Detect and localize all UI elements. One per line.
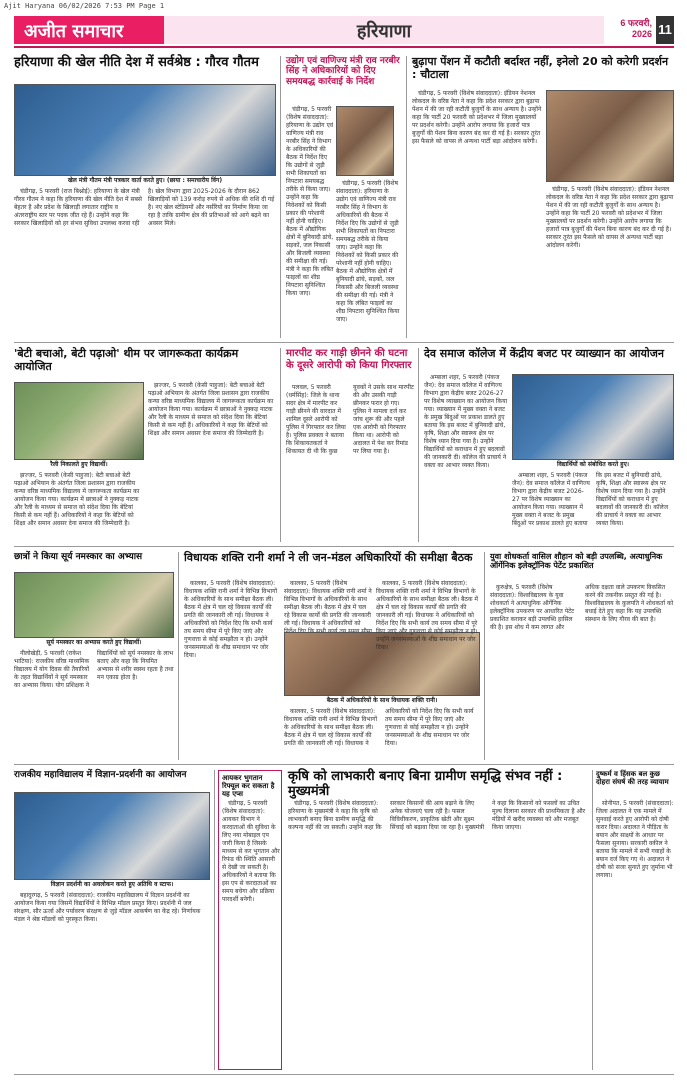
headline-science-exhibition: राजकीय महाविद्यालय में विज्ञान-प्रदर्शनी का आयोजन bbox=[14, 770, 187, 780]
page-number: 11 bbox=[656, 16, 674, 44]
section-label: अजीत समाचार bbox=[14, 16, 164, 44]
page-title: हरियाणा bbox=[164, 16, 604, 44]
article-arrest: पलवल, 5 फरवरी (धर्मसिंह): जिले के थाना सदर क्षेत्र में मारपीट कर गाड़ी छीनने की वारदात में शामिल दूसरे आरोपी को पुलिस ने गिरफ्तार कर लिया है। पुलिस प्रवक्ता ने बताया कि शिकायतकर्ता ने शिकायत दी थी कि कुछ युवकों ने उसके साथ मारपीट की और उसकी गाड़ी छीनकर फरार हो गए। पुलिस ने मामला दर्ज कर जांच शुरू की और पहले एक आरोपी को गिरफ्तार किया था। आरोपी को अदालत में पेश कर रिमांड पर लिया गया है। bbox=[286, 384, 414, 455]
column-rule bbox=[280, 348, 281, 542]
column-rule bbox=[406, 56, 407, 338]
headline-tax-app: आयकर भुगतान रिफ्यूल कर सकता है यह एप्स bbox=[222, 774, 275, 799]
caption-lecture: विद्यार्थियों को संबोधित करते हुए। bbox=[512, 460, 674, 469]
article-pension-a: चंडीगढ़, 5 फरवरी (विशेष संवाददाता): इंडियन नेशनल लोकदल के वरिष्ठ नेता ने कहा कि प्रदेश सरकार द्वारा बुढ़ापा पेंशन में की जा रही कटौती बुजुर्गों के साथ अन्याय है। उन्होंने कहा कि पार्टी 20 फरवरी को प्रदेशभर में जिला मुख्यालयों पर प्रदर्शन करेगी। उन्होंने आरोप लगाया कि हजारों पात्र बुजुर्गों की पेंशन बिना कारण बंद कर दी गई है। सरकार तुरंत इस फैसले को वापस ले अन्यथा पार्टी बड़ा आंदोलन करेगी। bbox=[412, 90, 542, 145]
page-footer-rule bbox=[14, 1074, 674, 1075]
masthead bbox=[14, 14, 674, 48]
photo-exhibition bbox=[14, 792, 210, 880]
headline-mla-meeting: विधायक शक्ति रानी शर्मा ने ली जन-मंडल अधिकारियों की समीक्षा बैठक bbox=[184, 551, 473, 564]
article-budget-b: अम्बाला शहर, 5 फरवरी (पंकज जैन): देव समाज कॉलेज में वाणिज्य विभाग द्वारा केंद्रीय बजट 2026-27 पर विशेष व्याख्यान का आयोजन किया गया। व्याख्यान में मुख्य वक्ता ने बजट के प्रमुख बिंदुओं पर प्रकाश डालते हुए बताया कि इस बजट में बुनियादी ढांचे, कृषि, शिक्षा और स्वास्थ्य क्षेत्र पर विशेष ध्यान दिया गया है। उन्होंने विद्यार्थियों को कराधान में हुए बदलावों की जानकारी दी। कॉलेज की प्राचार्य ने वक्ता का आभार व्यक्त किया। bbox=[512, 472, 669, 527]
column-rule bbox=[592, 770, 593, 1070]
article-budget-a: अम्बाला शहर, 5 फरवरी (पंकज जैन): देव समाज कॉलेज में वाणिज्य विभाग द्वारा केंद्रीय बजट 2026-27 पर विशेष व्याख्यान का आयोजन किया गया। व्याख्यान में मुख्य वक्ता ने बजट के प्रमुख बिंदुओं पर प्रकाश डालते हुए बताया कि इस बजट में बुनियादी ढांचे, कृषि, शिक्षा और स्वास्थ्य क्षेत्र पर विशेष ध्यान दिया गया है। उन्होंने विद्यार्थियों को कराधान में हुए बदलावों की जानकारी दी। कॉलेज की प्राचार्य ने वक्ता का आभार व्यक्त किया। bbox=[424, 374, 508, 469]
column-rule bbox=[418, 348, 419, 542]
headline-arrest: मारपीट कर गाड़ी छीनने की घटना के दूसरे आरोपी को किया गिरफ्तार bbox=[286, 348, 412, 371]
column-rule bbox=[484, 552, 485, 760]
column-rule bbox=[178, 552, 179, 760]
article-court-case: सोनीपत, 5 फरवरी (संवाददाता): जिला अदालत ने एक मामले में सुनवाई करते हुए आरोपी को दोषी करार दिया। अदालत ने पीड़िता के बयान और साक्ष्यों के आधार पर फैसला सुनाया। सरकारी वकील ने बताया कि मामले में सभी गवाहों के बयान दर्ज किए गए थे। अदालत ने दोषी को सजा सुनाते हुए जुर्माना भी लगाया। bbox=[596, 800, 674, 879]
article-mla-c: कालका, 5 फरवरी (विशेष संवाददाता): विधायक शक्ति रानी शर्मा ने विभिन्न विभागों के अधिकारियों के साथ समीक्षा बैठक ली। बैठक में क्षेत्र में चल रहे विकास कार्यों की प्रगति की जानकारी ली गई। विधायक ने अधिकारियों को निर्देश दिए कि सभी कार्य तय समय सीमा में पूरे किए जाएं और गुणवत्ता से कोई समझौता न हो। उन्होंने जनसमस्याओं के शीघ्र समाधान पर जोर दिया। bbox=[284, 708, 474, 747]
article-exhibition: बहादुरगढ़, 5 फरवरी (संवाददाता): राजकीय महाविद्यालय में विज्ञान प्रदर्शनी का आयोजन किया गया जिसमें विद्यार्थियों ने विभिन्न मॉडल प्रस्तुत किए। प्रदर्शनी में जल संरक्षण, सौर ऊर्जा और पर्यावरण संरक्षण से जुड़े मॉडल आकर्षण का केंद्र रहे। निर्णायक मंडल ने श्रेष्ठ मॉडलों को पुरस्कृत किया। bbox=[14, 892, 201, 923]
photo-press-conference bbox=[14, 84, 276, 176]
headline-agriculture-cm: कृषि को लाभकारी बनाए बिना ग्रामीण समृद्धि संभव नहीं : मुख्यमंत्री bbox=[288, 769, 563, 799]
photo-leader bbox=[546, 90, 674, 182]
article-beti-b: झज्जर, 5 फरवरी (केसी पाहुजा): बेटी बचाओ बेटी पढ़ाओ अभियान के अंतर्गत जिला प्रशासन द्वारा राजकीय कन्या वरिष्ठ माध्यमिक विद्यालय में जागरूकता कार्यक्रम का आयोजन किया गया। कार्यक्रम में छात्राओं ने नुक्कड़ नाटक और रैली के माध्यम से समाज को संदेश दिया कि बेटियां किसी से कम नहीं हैं। अधिकारियों ने कहा कि बेटियों को शिक्षा और समान अवसर देना समाज की जिम्मेदारी है। bbox=[148, 382, 274, 437]
photo-minister bbox=[336, 106, 394, 176]
caption-exhibition: विज्ञान प्रदर्शनी का अवलोकन करते हुए अतिथि व स्टाफ। bbox=[14, 880, 210, 889]
article-pension-b: चंडीगढ़, 5 फरवरी (विशेष संवाददाता): इंडियन नेशनल लोकदल के वरिष्ठ नेता ने कहा कि प्रदेश सरकार द्वारा बुढ़ापा पेंशन में की जा रही कटौती बुजुर्गों के साथ अन्याय है। उन्होंने कहा कि पार्टी 20 फरवरी को प्रदेशभर में जिला मुख्यालयों पर प्रदर्शन करेगी। उन्होंने आरोप लगाया कि हजारों पात्र बुजुर्गों की पेंशन बिना कारण बंद कर दी गई है। सरकार तुरंत इस फैसले को वापस ले अन्यथा पार्टी बड़ा आंदोलन करेगी। bbox=[546, 186, 674, 249]
caption-rally: रैली निकालते हुए विद्यार्थी। bbox=[14, 460, 144, 469]
article-yoga: नीलोखेड़ी, 5 फरवरी (राकेश भाटिया): राजकीय वरिष्ठ माध्यमिक विद्यालय में योग दिवस की तैयारियों के तहत विद्यार्थियों ने सूर्य नमस्कार का अभ्यास किया। योग प्रशिक्षक ने विद्यार्थियों को सूर्य नमस्कार के लाभ बताए और कहा कि नियमित अभ्यास से शरीर स्वस्थ रहता है तथा मन एकाग्र होता है। bbox=[14, 650, 174, 689]
photo-lecture-hall bbox=[512, 374, 674, 460]
issue-date: 6 फरवरी, 2026 bbox=[620, 18, 652, 39]
article-beti-a: झज्जर, 5 फरवरी (केसी पाहुजा): बेटी बचाओ बेटी पढ़ाओ अभियान के अंतर्गत जिला प्रशासन द्वारा राजकीय कन्या वरिष्ठ माध्यमिक विद्यालय में जागरूकता कार्यक्रम का आयोजन किया गया। कार्यक्रम में छात्राओं ने नुक्कड़ नाटक और रैली के माध्यम से समाज को संदेश दिया कि बेटियां किसी से कम नहीं हैं। अधिकारियों ने कहा कि बेटियों को शिक्षा और समान अवसर देना समाज की जिम्मेदारी है। bbox=[14, 472, 140, 527]
article-mla-b: कालका, 5 फरवरी (विशेष संवाददाता): विधायक शक्ति रानी शर्मा ने विभिन्न विभागों के अधिकारियों के साथ समीक्षा बैठक ली। बैठक में क्षेत्र में चल रहे विकास कार्यों की प्रगति की जानकारी ली गई। विधायक ने अधिकारियों को bbox=[284, 580, 372, 627]
column-rule bbox=[214, 770, 215, 1070]
caption-yoga: सूर्य नमस्कार का अभ्यास करते हुए विद्यार्थी। bbox=[14, 638, 174, 647]
headline-court-case: दुष्कर्म व हिंसक बल कुछ दोहरा संघर्ष की तरह व्यायाम bbox=[596, 770, 669, 787]
headline-industry-minister: उद्योग एवं वाणिज्य मंत्री राव नरबीर सिंह ने अधिकारियों को दिए समयबद्ध कार्रवाई के निर्देश bbox=[286, 56, 400, 87]
row-rule bbox=[14, 546, 674, 547]
article-industry-b: चंडीगढ़, 5 फरवरी (विशेष संवाददाता): हरियाणा के उद्योग एवं वाणिज्य मंत्री राव नरबीर सिंह ने विभाग के अधिकारियों की बैठक में निर्देश दिए कि उद्योगों से जुड़ी सभी शिकायतों का निपटारा समयबद्ध तरीके से किया जाए। उन्होंने कहा कि निवेशकों को किसी प्रकार की परेशानी नहीं होनी चाहिए। बैठक में औद्योगिक क्षेत्रों में बुनियादी ढांचे, सड़कों, जल निकासी और बिजली व्यवस्था की समीक्षा की गई। मंत्री ने कहा कि लंबित फाइलों का शीघ्र निपटारा सुनिश्चित किया जाए। bbox=[336, 180, 400, 323]
photo-rally bbox=[14, 382, 144, 460]
article-agriculture: चंडीगढ़, 5 फरवरी (विशेष संवाददाता): हरियाणा के मुख्यमंत्री ने कहा कि कृषि को लाभकारी बनाए बिना ग्रामीण समृद्धि की कल्पना नहीं की जा सकती। उन्होंने कहा कि सरकार किसानों की आय बढ़ाने के लिए अनेक योजनाएं चला रही है। फसल विविधीकरण, प्राकृतिक खेती और सूक्ष्म सिंचाई को बढ़ावा दिया जा रहा है। मुख्यमंत्री ने कहा कि किसानों को फसलों का उचित मूल्य दिलाना सरकार की प्राथमिकता है और मंडियों में खरीद व्यवस्था को और मजबूत किया जाएगा। bbox=[288, 800, 586, 831]
column-rule bbox=[280, 56, 281, 338]
headline-pension: बुढ़ापा पेंशन में कटौती बर्दाश्त नहीं, इनेलो 20 को करेगी प्रदर्शन : चौटाला bbox=[412, 55, 669, 81]
headline-patent: युवा शोधकर्ता वासिल शौहान को बड़ी उपलब्धि, अत्याधुनिक ऑर्गेनिक इलेक्ट्रॉनिक पेटेंट प्रकाशित bbox=[490, 552, 663, 571]
headline-budget-lecture: देव समाज कॉलेज में केंद्रीय बजट पर व्याख्यान का आयोजन bbox=[424, 347, 664, 360]
print-slug: Ajit Haryana 06/02/2026 7:53 PM Page 1 bbox=[4, 2, 165, 10]
caption-sports: खेल मंत्री गौतम मंत्री पत्रकार वार्ता करते हुए। (छाया : समाचारीय विंग) bbox=[14, 176, 276, 185]
article-industry-a: चंडीगढ़, 5 फरवरी (विशेष संवाददाता): हरियाणा के उद्योग एवं वाणिज्य मंत्री राव नरबीर सिंह ने विभाग के अधिकारियों की बैठक में निर्देश दिए कि उद्योगों से जुड़ी सभी शिकायतों का निपटारा समयबद्ध तरीके से किया जाए। उन्होंने कहा कि निवेशकों को किसी प्रकार की परेशानी नहीं होनी चाहिए। बैठक में औद्योगिक क्षेत्रों में बुनियादी ढांचे, सड़कों, जल निकासी और बिजली व्यवस्था की समीक्षा की गई। मंत्री ने कहा कि लंबित फाइलों का शीघ्र निपटारा सुनिश्चित किया जाए। bbox=[286, 106, 334, 297]
row-rule bbox=[14, 764, 674, 765]
row-rule bbox=[14, 342, 674, 343]
article-patent: कुरुक्षेत्र, 5 फरवरी (विशेष संवाददाता): विश्वविद्यालय के युवा शोधकर्ता ने अत्याधुनिक ऑर्गेनिक इलेक्ट्रॉनिक उपकरण पर आधारित पेटेंट प्रकाशित कराकर बड़ी उपलब्धि हासिल की है। इस शोध में कम लागत और अधिक दक्षता वाले उपकरण विकसित करने की तकनीक प्रस्तुत की गई है। विश्वविद्यालय के कुलपति ने शोधकर्ता को बधाई देते हुए कहा कि यह उपलब्धि संस्थान के लिए गौरव की बात है। bbox=[490, 584, 674, 631]
article-sports: चंडीगढ़, 5 फरवरी (राज बिश्नोई): हरियाणा के खेल मंत्री गौरव गौतम ने कहा कि हरियाणा की खेल नीति देश में सबसे बेहतर है और प्रदेश के खिलाड़ी लगातार राष्ट्रीय व अंतरराष्ट्रीय स्तर पर पदक जीत रहे हैं। उन्होंने कहा कि सरकार खिलाड़ियों को हर संभव सुविधा उपलब्ध करवा रही है। खेल विभाग द्वारा 2025-2026 के दौरान 862 खिलाड़ियों को 139 करोड़ रुपये से अधिक की राशि दी गई है। नए खेल स्टेडियमों और नर्सरियों का निर्माण किया जा रहा है ताकि ग्रामीण क्षेत्र की प्रतिभाओं को आगे बढ़ने का अवसर मिले। bbox=[14, 188, 275, 227]
caption-meeting: बैठक में अधिकारियों के साथ विधायक शक्ति रानी। bbox=[284, 696, 480, 705]
article-mla-a: कालका, 5 फरवरी (विशेष संवाददाता): विधायक शक्ति रानी शर्मा ने विभिन्न विभागों के अधिकारियों के साथ समीक्षा बैठक ली। बैठक में क्षेत्र में चल रहे विकास कार्यों की प्रगति की जानकारी ली गई। विधायक ने अधिकारियों को निर्देश दिए कि सभी कार्य तय समय सीमा में पूरे किए जाएं और गुणवत्ता से कोई समझौता न हो। उन्होंने जनसमस्याओं के शीघ्र समाधान पर जोर दिया। bbox=[184, 580, 278, 659]
headline-surya-namaskar: छात्रों ने किया सूर्य नमस्कार का अभ्यास bbox=[14, 552, 143, 562]
headline-beti-bachao: 'बेटी बचाओ, बेटी पढ़ाओ' थीम पर जागरूकता कार्यक्रम आयोजित bbox=[14, 347, 239, 373]
photo-yoga bbox=[14, 572, 174, 638]
article-mla-d: कालका, 5 फरवरी (विशेष संवाददाता): विधायक शक्ति रानी शर्मा ने विभिन्न विभागों के अधिकारियों के साथ समीक्षा बैठक ली। बैठक में क्षेत्र में चल रहे विकास कार्यों की प्रगति की जानकारी ली गई। विधायक ने अधिकारियों को निर्देश दिए कि सभी कार्य तय समय सीमा में पूरे किए जाएं और गुणवत्ता से कोई समझौता न हो। उन्होंने जनसमस्याओं के शीघ्र समाधान पर जोर दिया। bbox=[376, 580, 479, 651]
headline-sports-policy: हरियाणा की खेल नीति देश में सर्वश्रेष्ठ : गौरव गौतम bbox=[14, 55, 259, 70]
article-tax-app: चंडीगढ़, 5 फरवरी (विशेष संवाददाता): आयकर विभाग ने करदाताओं की सुविधा के लिए नया मोबाइल एप जारी किया है जिसके माध्यम से कर भुगतान और रिफंड की स्थिति आसानी से देखी जा सकती है। अधिकारियों ने बताया कि इस एप से करदाताओं का समय बचेगा और प्रक्रिया पारदर्शी बनेगी। bbox=[222, 800, 280, 903]
